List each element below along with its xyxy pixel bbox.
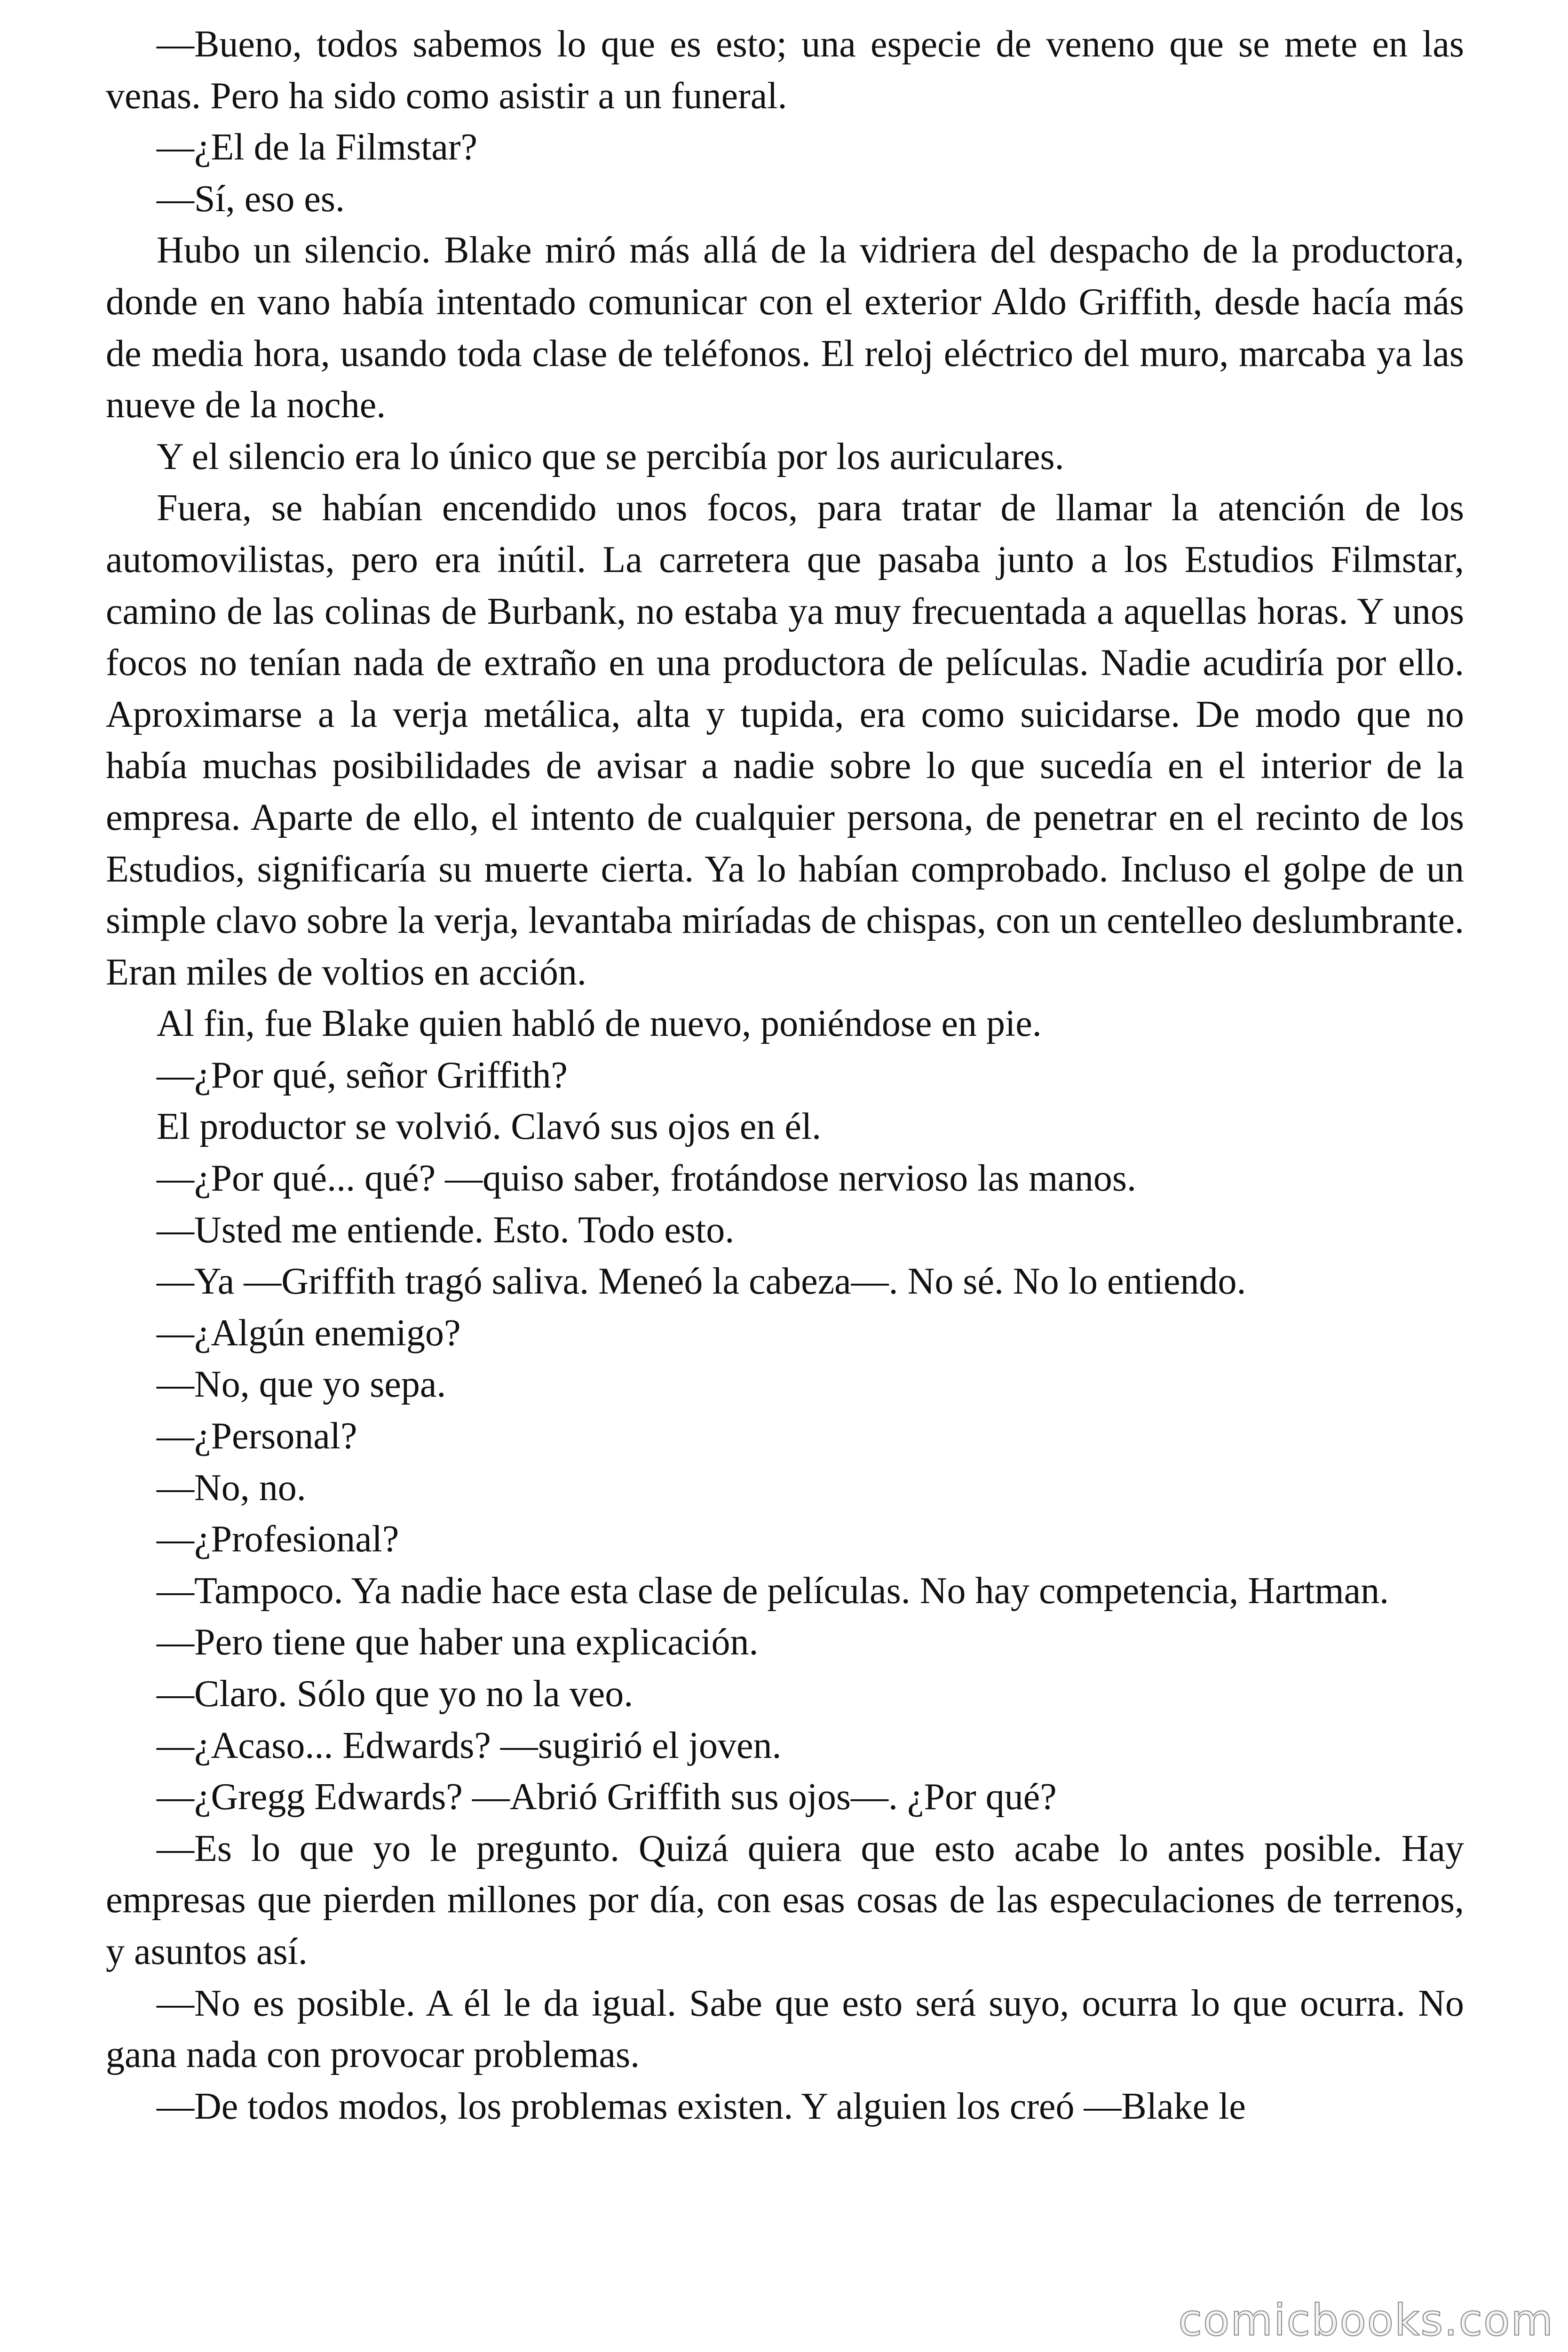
paragraph: —Pero tiene que haber una explicación. <box>157 1621 759 1663</box>
paragraph: —¿Profesional? <box>157 1518 399 1560</box>
paragraph: El productor se volvió. Clavó sus ojos en él. <box>157 1106 822 1148</box>
paragraph: —Bueno, todos sabemos lo que es esto; una especie de veneno que se mete en las venas. Pero ha sido como asistir a un funeral. <box>106 24 1464 117</box>
paragraph: Fuera, se habían encendido unos focos, para tratar de llamar la atención de los automovilistas, pero era inútil. La carretera que pasaba junto a los Estudios Filmstar, camino de las colinas de Burbank, no estaba ya muy frecuentada a aquellas horas. Y unos focos no tenían nada de extraño en una productora de películas. Nadie acudiría por ello. Aproximarse a la verja metálica, alta y tupida, era como suicidarse. De modo que no había muchas posibilidades de avisar a nadie sobre lo que sucedía en el interior de la empresa. Aparte de ello, el intento de cualquier persona, de penetrar en el recinto de los Estudios, significaría su muerte cierta. Ya lo habían comprobado. Incluso el golpe de un simple clavo sobre la verja, levantaba miríadas de chispas, con un centelleo deslumbrante. Eran miles de voltios en acción. <box>106 487 1464 993</box>
paragraph: —¿Por qué, señor Griffith? <box>157 1054 568 1096</box>
paragraph: —Claro. Sólo que yo no la veo. <box>157 1673 634 1715</box>
paragraph: —De todos modos, los problemas existen. Y alguien los creó —Blake le <box>157 2085 1246 2127</box>
paragraph: —No es posible. A él le da igual. Sabe que esto será suyo, ocurra lo que ocurra. No gana nada con provocar problemas. <box>106 1982 1464 2076</box>
body-text <box>106 19 1464 2132</box>
paragraph: —No, no. <box>157 1467 306 1509</box>
paragraph: —Tampoco. Ya nadie hace esta clase de películas. No hay competencia, Hartman. <box>157 1570 1389 1612</box>
paragraph: —Usted me entiende. Esto. Todo esto. <box>157 1209 735 1251</box>
paragraph: —Sí, eso es. <box>157 178 345 220</box>
paragraph: —Ya —Griffith tragó saliva. Meneó la cabeza—. No sé. No lo entiendo. <box>157 1261 1246 1303</box>
paragraph: —¿Algún enemigo? <box>157 1312 461 1354</box>
paragraph: —Es lo que yo le pregunto. Quizá quiera que esto acabe lo antes posible. Hay empresas que pierden millones por día, con esas cosas de las especulaciones de terrenos, y asuntos así. <box>106 1828 1464 1972</box>
paragraph: —¿El de la Filmstar? <box>157 127 478 168</box>
paragraph: Y el silencio era lo único que se percibía por los auriculares. <box>157 436 1064 477</box>
paragraph: Al fin, fue Blake quien habló de nuevo, poniéndose en pie. <box>157 1003 1042 1045</box>
paragraph: —¿Por qué... qué? —quiso saber, frotándose nervioso las manos. <box>157 1158 1137 1200</box>
paragraph: Hubo un silencio. Blake miró más allá de la vidriera del despacho de la productora, donde en vano había intentado comunicar con el exterior Aldo Griffith, desde hacía más de media hora, usando toda clase de teléfonos. El reloj eléctrico del muro, marcaba ya las nueve de la noche. <box>106 230 1464 426</box>
paragraph: —¿Acaso... Edwards? —sugirió el joven. <box>157 1724 782 1766</box>
paragraph: —¿Gregg Edwards? —Abrió Griffith sus ojos—. ¿Por qué? <box>157 1776 1057 1818</box>
paragraph: —No, que yo sepa. <box>157 1364 446 1406</box>
paragraph: —¿Personal? <box>157 1415 357 1457</box>
watermark: comicbooks.com <box>1178 2295 1554 2345</box>
